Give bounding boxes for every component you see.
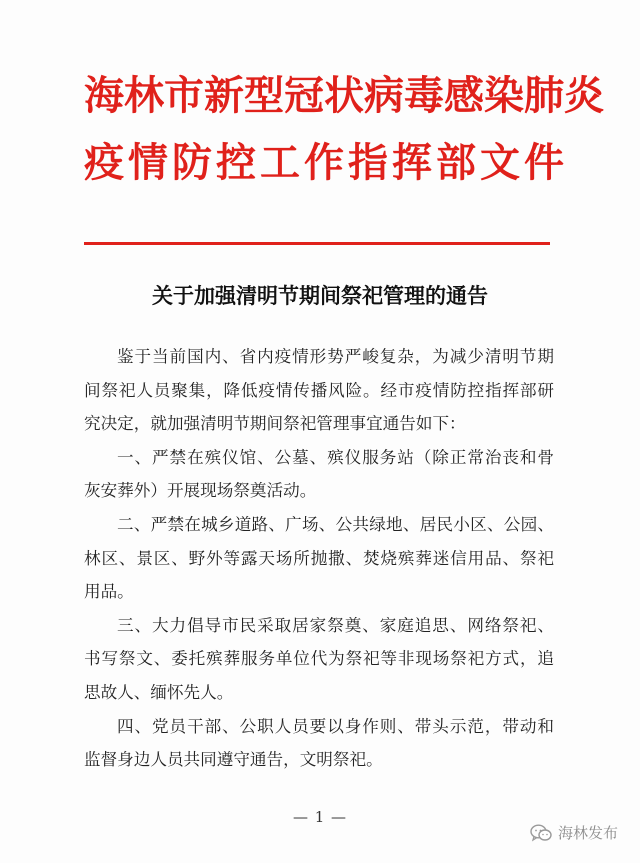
body-line: 究决定，就加强清明节期间祭祀管理事宜通告如下： [84, 414, 466, 434]
paragraph-item-1 [84, 441, 554, 508]
paragraph-item-2 [84, 508, 554, 609]
watermark-text: 海林发布 [557, 824, 618, 842]
notice-title: 关于加强清明节期间祭祀管理的通告 [152, 283, 488, 308]
body-line: 二、严禁在城乡道路、广场、公共绿地、居民小区、公园、 [117, 514, 554, 534]
body-line: 灰安葬外）开展现场祭奠活动。 [84, 481, 317, 501]
masthead-line-2: 疫情防控工作指挥部文件 [84, 139, 564, 186]
page-number: — 1 — [292, 808, 348, 826]
notice-body [84, 340, 554, 777]
body-line: 三、大力倡导市民采取居家祭奠、家庭追思、网络祭祀、 [117, 615, 554, 635]
body-line: 四、党员干部、公职人员要以身作则、带头示范，带动和 [117, 716, 554, 736]
body-line: 林区、景区、野外等露天场所抛撒、焚烧殡葬迷信用品、祭祀 [84, 548, 554, 568]
body-line: 监督身边人员共同遵守通告，文明祭祀。 [84, 750, 383, 770]
red-divider-rule [84, 242, 550, 245]
paragraph-item-4 [84, 710, 554, 777]
body-line: 书写祭文、委托殡葬服务单位代为祭祀等非现场祭祀方式，追 [84, 649, 554, 669]
body-line: 一、严禁在殡仪馆、公墓、殡仪服务站（除正常治丧和骨 [117, 447, 554, 467]
body-line: 鉴于当前国内、省内疫情形势严峻复杂，为减少清明节期 [117, 347, 554, 366]
paragraph-intro [84, 340, 554, 441]
masthead-line-1: 海林市新型冠状病毒感染肺炎 [84, 72, 604, 119]
body-line: 用品。 [84, 582, 134, 602]
paragraph-item-3 [84, 609, 554, 710]
wechat-icon [530, 824, 552, 842]
body-line: 间祭祀人员聚集，降低疫情传播风险。经市疫情防控指挥部研 [84, 380, 554, 400]
wechat-watermark [530, 822, 618, 843]
body-line: 思故人、缅怀先人。 [84, 682, 234, 702]
